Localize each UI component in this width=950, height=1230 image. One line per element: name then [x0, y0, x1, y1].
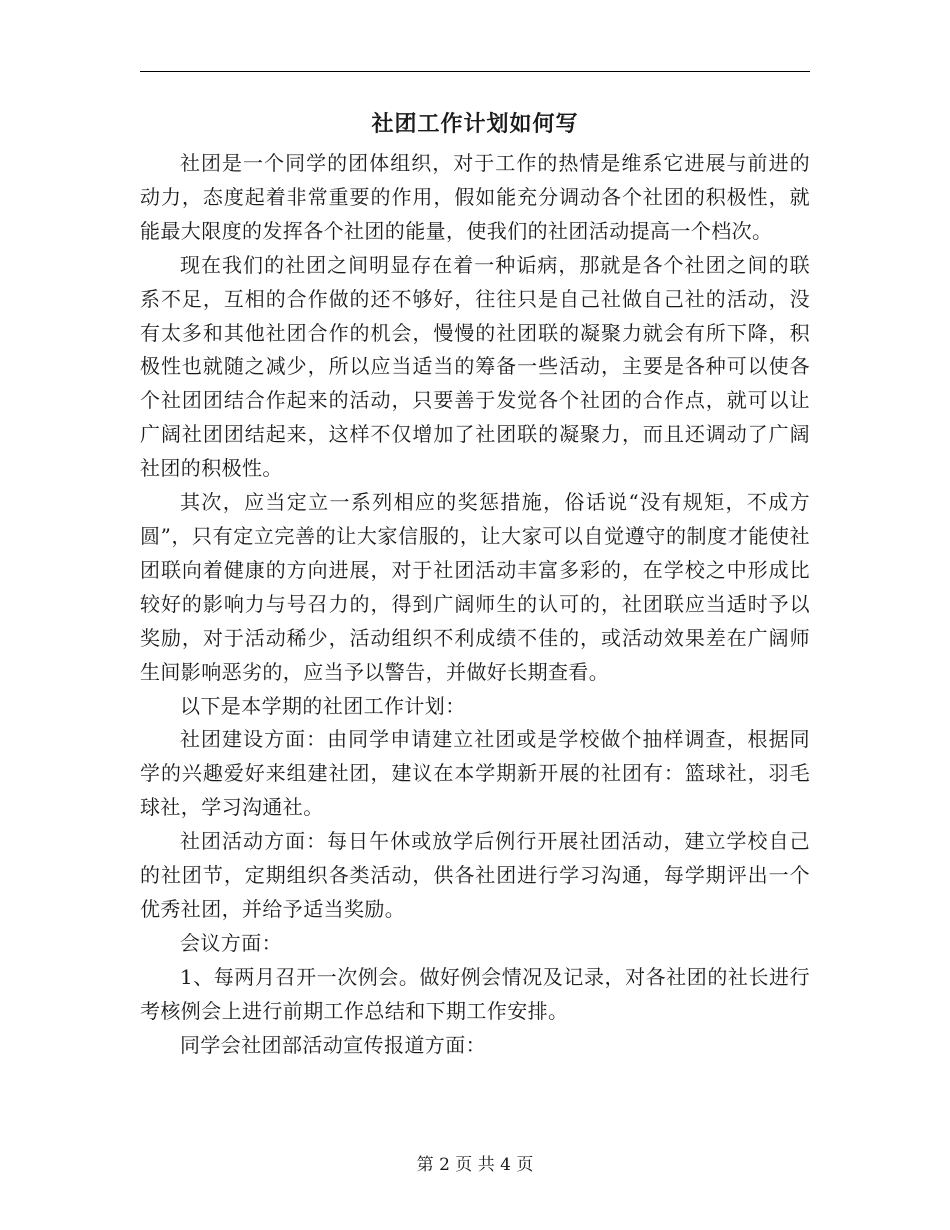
document-title: 社团工作计划如何写 [371, 112, 579, 137]
document-body [140, 147, 810, 1062]
paragraph-problem: 现在我们的社团之间明显存在着一种诟病，那就是各个社团之间的联系不足，互相的合作做的还不够好，往往只是自己社做自己社的活动，没有太多和其他社团合作的机会，慢慢的社团联的凝聚力就会有所下降，积极性也就随之减少，所以应当适当的筹备一些活动，主要是各种可以使各个社团团结合作起来的活动，只要善于发觉各个社团的合作点，就可以让广阔社团团结起来，这样不仅增加了社团联的凝聚力，而且还调动了广阔社团的积极性。 [140, 252, 810, 481]
header-rule [140, 71, 810, 72]
page-number: 第 2 页 共 4 页 [416, 1155, 534, 1175]
paragraph-publicity-heading: 同学会社团部活动宣传报道方面： [180, 1032, 486, 1057]
paragraph-club-building: 社团建设方面：由同学申请建立社团或是学校做个抽样调查，根据同学的兴趣爱好来组建社团，建议在本学期新开展的社团有：篮球社，羽毛球社，学习沟通社。 [140, 727, 810, 820]
paragraph-club-activities: 社团活动方面：每日午休或放学后例行开展社团活动，建立学校自己的社团节，定期组织各类活动，供各社团进行学习沟通，每学期评出一个优秀社团，并给予适当奖励。 [140, 829, 810, 921]
paragraph-rewards: 其次，应当定立一系列相应的奖惩措施，俗话说“没有规矩，不成方圆”，只有定立完善的让大家信服的，让大家可以自觉遵守的制度才能使社团联向着健康的方向进展，对于社团活动丰富多彩的，在学校之中形成比较好的影响力与号召力的，得到广阔师生的认可的，社团联应当适时予以奖励，对于活动稀少，活动组织不利成绩不佳的，或活动效果差在广阔师生间影响恶劣的，应当予以警告，并做好长期查看。 [140, 490, 810, 684]
paragraph-plan-intro: 以下是本学期的社团工作计划： [180, 693, 466, 718]
paragraph-intro: 社团是一个同学的团体组织，对于工作的热情是维系它进展与前进的动力，态度起着非常重要的作用，假如能充分调动各个社团的积极性，就能最大限度的发挥各个社团的能量，使我们的社团活动提高一个档次。 [140, 151, 810, 243]
paragraph-meetings-heading: 会议方面： [180, 930, 282, 955]
paragraph-meeting-item-1: 1、每两月召开一次例会。做好例会情况及记录，对各社团的社长进行考核例会上进行前期工作总结和下期工作安排。 [140, 964, 810, 1023]
